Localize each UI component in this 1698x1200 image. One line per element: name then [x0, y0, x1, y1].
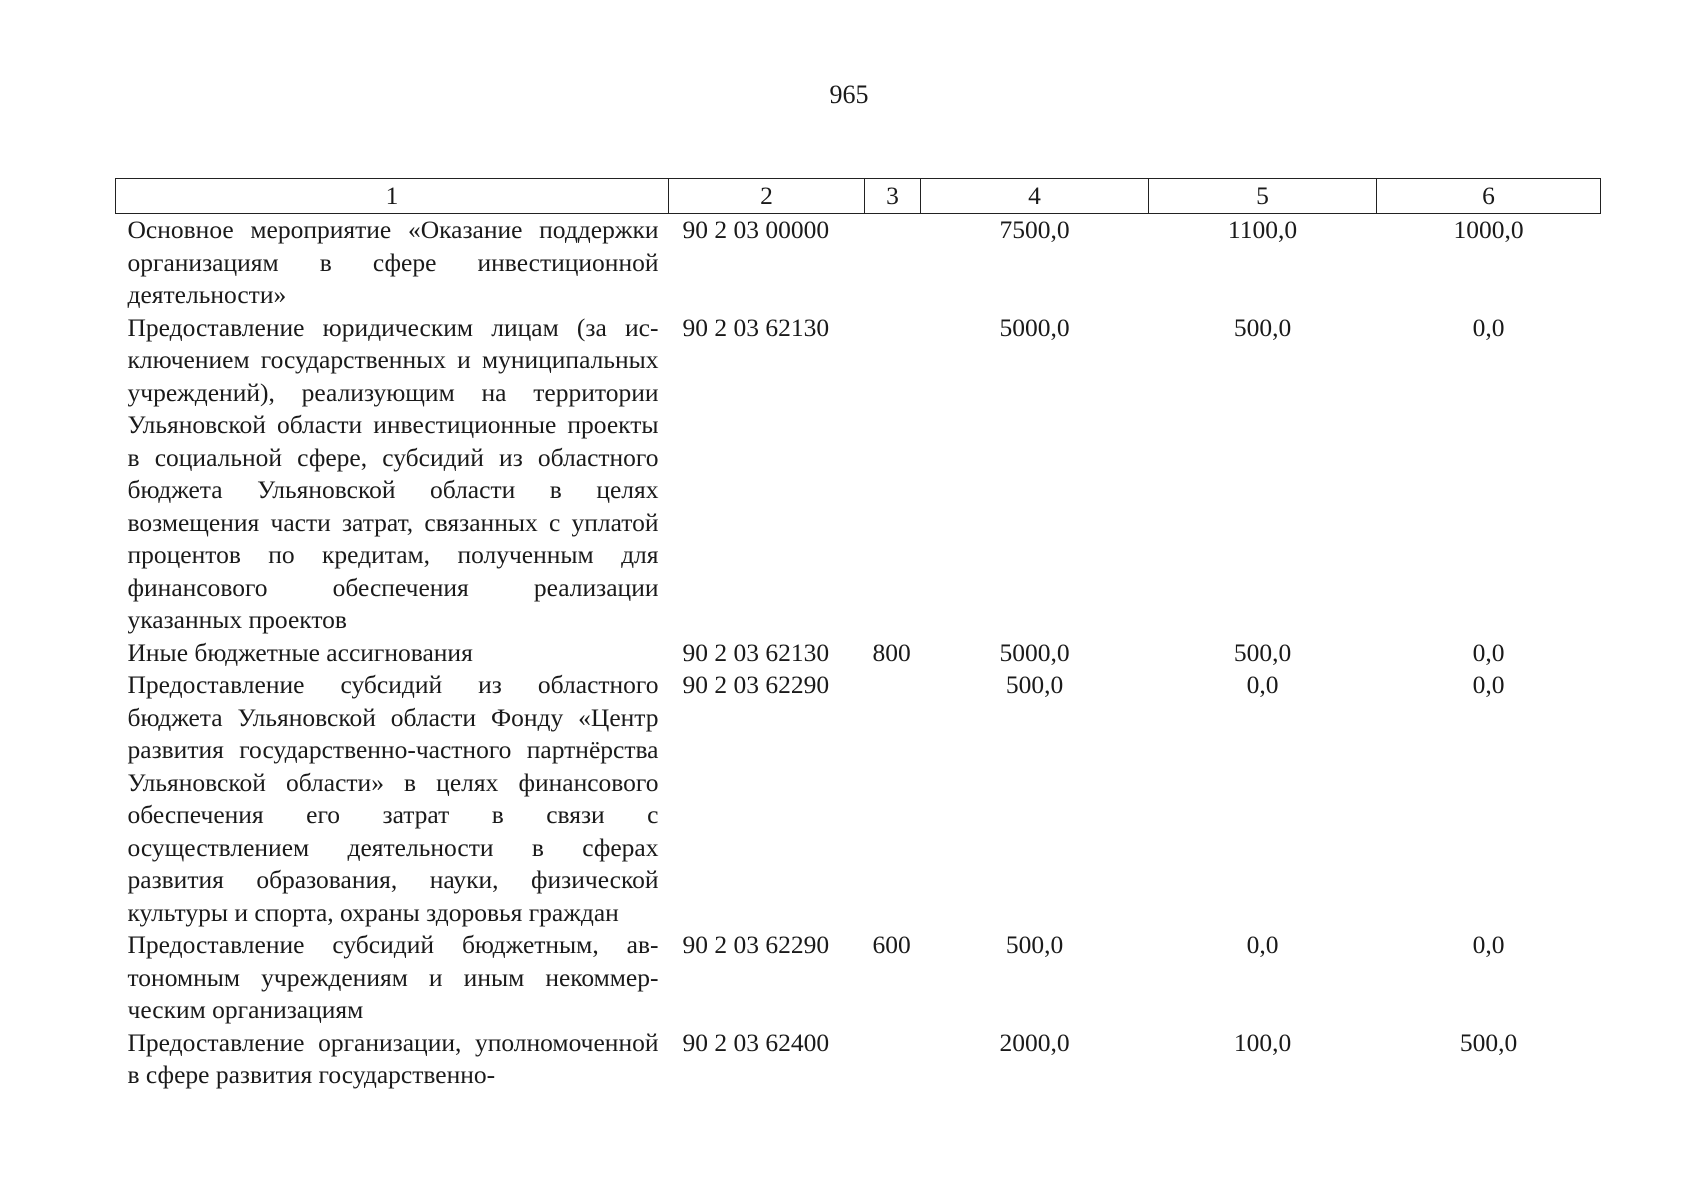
row-value-col5: 1100,0 — [1227, 215, 1298, 244]
row-value-col6: 0,0 — [1472, 637, 1505, 667]
row-value-col6: 1000,0 — [1453, 215, 1524, 244]
table-row — [116, 929, 1601, 1027]
row-value-col5: 0,0 — [1246, 930, 1279, 959]
row-value-col4: 5000,0 — [999, 312, 1070, 342]
column-header-6: 6 — [1377, 179, 1601, 214]
row-value-col6: 0,0 — [1472, 312, 1505, 342]
row-value-col5: 500,0 — [1233, 312, 1292, 342]
row-code: 90 2 03 62290 — [682, 930, 830, 959]
row-expense-type — [865, 1027, 921, 1092]
row-code: 90 2 03 62290 — [682, 670, 830, 699]
table-row — [116, 637, 1601, 670]
table-row — [116, 1027, 1601, 1092]
row-value-col6: 0,0 — [1472, 670, 1505, 699]
table-row — [116, 214, 1601, 312]
row-value-col4: 500,0 — [1005, 670, 1064, 699]
row-value-col4: 2000,0 — [999, 1027, 1070, 1057]
row-expense-type — [865, 214, 921, 312]
budget-table-container — [115, 178, 1600, 1092]
row-value-col6: 500,0 — [1459, 1027, 1518, 1057]
row-expense-type: 600 — [872, 930, 911, 959]
column-header-1: 1 — [116, 179, 669, 214]
row-value-col6: 0,0 — [1472, 930, 1505, 959]
column-header-3: 3 — [865, 179, 921, 214]
row-value-col4: 5000,0 — [999, 637, 1070, 667]
row-name: Предоставление субсидий из областного бюджета Ульяновской области Фонду «Центр развития государственно-частного партнёрства Ульяновской области» в целях финансового обеспечения его затрат в связи с осуществлением деятельности в сферах развития образования, науки, физической культуры и спорта, охраны здоровья граждан — [127, 670, 659, 927]
row-name: Предоставление организации, уполномоченной в сфере развития государственно- — [127, 1027, 659, 1089]
table-row — [116, 312, 1601, 637]
header-row — [116, 179, 1601, 214]
column-header-2: 2 — [669, 179, 865, 214]
row-expense-type — [865, 312, 921, 637]
row-value-col4: 500,0 — [1005, 930, 1064, 959]
column-header-4: 4 — [921, 179, 1149, 214]
budget-table — [115, 178, 1601, 1092]
row-code: 90 2 03 00000 — [682, 215, 830, 244]
row-expense-type — [865, 669, 921, 929]
row-name: Предоставление субсидий бюджетным, автономным учреждениям и иным некоммерческим организациям — [127, 930, 659, 1024]
row-code: 90 2 03 62400 — [682, 1027, 830, 1057]
row-name: Иные бюджетные ассигнования — [127, 637, 473, 667]
row-name: Предоставление юридическим лицам (за исключением государственных и муниципальных учреждений), реализующим на территории Ульяновской области инвестиционные проекты в социальной сфере, субсидий из областного бюджета Ульяновской области в целях возмещения части затрат, связанных с уплатой процентов по кредитам, полученным для финансового обеспечения реализации указанных проектов — [127, 312, 659, 634]
table-row — [116, 669, 1601, 929]
row-expense-type: 800 — [872, 637, 911, 667]
row-value-col5: 100,0 — [1233, 1027, 1292, 1057]
row-name: Основное мероприятие «Оказание поддержки организациям в сфере инвестиционной деятельности» — [127, 215, 659, 309]
row-value-col5: 0,0 — [1246, 670, 1279, 699]
row-code: 90 2 03 62130 — [682, 637, 830, 667]
page-number: 965 — [829, 80, 869, 109]
row-code: 90 2 03 62130 — [682, 312, 830, 342]
row-value-col4: 7500,0 — [999, 215, 1070, 244]
row-value-col5: 500,0 — [1233, 637, 1292, 667]
column-header-5: 5 — [1149, 179, 1377, 214]
